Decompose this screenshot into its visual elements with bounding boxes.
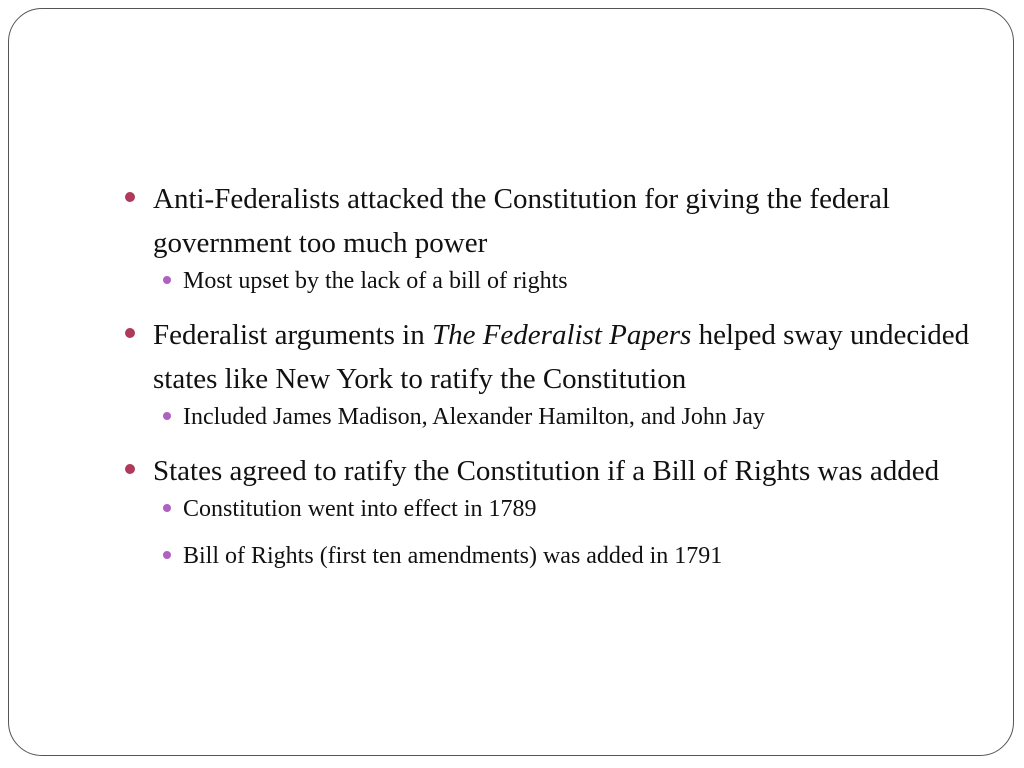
bullet-text: States agreed to ratify the Constitution if a Bill of Rights was added: [153, 455, 940, 487]
sub-bullet-item-3-2: [119, 541, 979, 571]
bullet-item-2: [119, 313, 979, 401]
bullet-dot-icon: [125, 328, 135, 338]
book-title: The Federalist Papers: [431, 319, 692, 351]
bullet-dot-icon: [125, 192, 135, 202]
sub-bullet-item-2-1: [119, 402, 979, 432]
sub-bullet-text: Bill of Rights (first ten amendments) was added in 1791: [183, 543, 723, 569]
bullet-item-3: [119, 449, 979, 493]
sub-bullet-text: Included James Madison, Alexander Hamilton, and John Jay: [183, 404, 765, 430]
sub-bullet-text: Most upset by the lack of a bill of rights: [183, 268, 568, 294]
sub-bullet-dot-icon: [163, 551, 171, 559]
bullet-text-before: Federalist arguments in: [153, 319, 432, 351]
sub-bullet-dot-icon: [163, 412, 171, 420]
sub-bullet-item-1-1: [119, 266, 979, 296]
bullet-text: Anti-Federalists attacked the Constitution for giving the federal government too much power: [153, 183, 890, 259]
sub-bullet-dot-icon: [163, 276, 171, 284]
bullet-item-1: [119, 177, 979, 265]
bullet-list: [119, 177, 979, 588]
bullet-dot-icon: [125, 464, 135, 474]
bullet-text-after: helped sway undecided states like New York to ratify the Constitution: [153, 319, 970, 395]
sub-bullet-item-3-1: [119, 494, 979, 524]
sub-bullet-dot-icon: [163, 504, 171, 512]
slide: [8, 8, 1014, 756]
sub-bullet-text: Constitution went into effect in 1789: [183, 496, 537, 522]
